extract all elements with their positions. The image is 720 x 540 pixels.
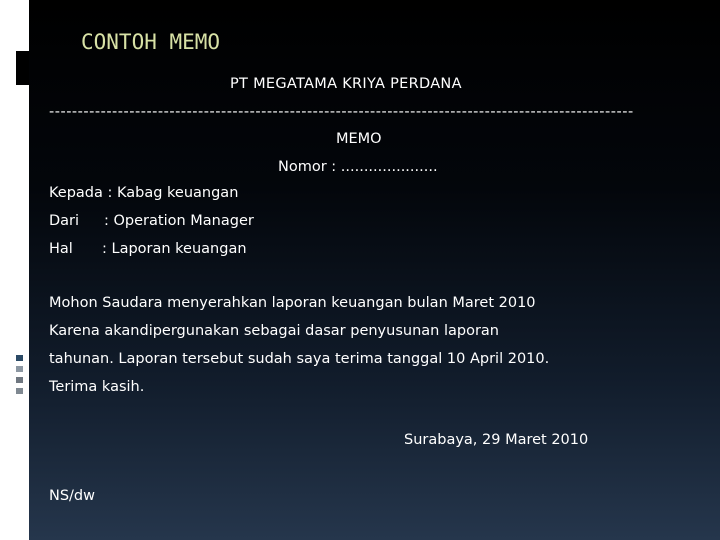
left-accent-bar [16,51,29,85]
company-name: PT MEGATAMA KRIYA PERDANA [230,76,462,92]
body-line: tahunan. Laporan tersebut sudah saya terima tanggal 10 April 2010. [49,351,550,367]
left-accent-ticks [16,355,29,399]
body-line: Terima kasih. [49,379,145,395]
accent-tick [16,366,23,372]
accent-tick [16,377,23,383]
separator-line: ------------------------------------------------------------------------------------------------------ [49,104,634,120]
accent-tick [16,355,23,361]
place-date: Surabaya, 29 Maret 2010 [404,432,589,448]
subject-value: : Laporan keuangan [102,241,247,257]
accent-tick [16,388,23,394]
reference-initials: NS/dw [49,488,95,504]
sender-value: : Operation Manager [104,213,254,229]
sender-label: Dari [49,213,80,229]
body-line: Mohon Saudara menyerahkan laporan keuangan bulan Maret 2010 [49,295,536,311]
body-line: Karena akandipergunakan sebagai dasar penyusunan laporan [49,323,499,339]
slide-title: CONTOH MEMO [81,30,221,54]
subject-label: Hal [49,241,73,257]
memo-heading: MEMO [336,131,382,147]
memo-number: Nomor : ..................... [278,159,438,175]
recipient-line: Kepada : Kabag keuangan [49,185,239,201]
